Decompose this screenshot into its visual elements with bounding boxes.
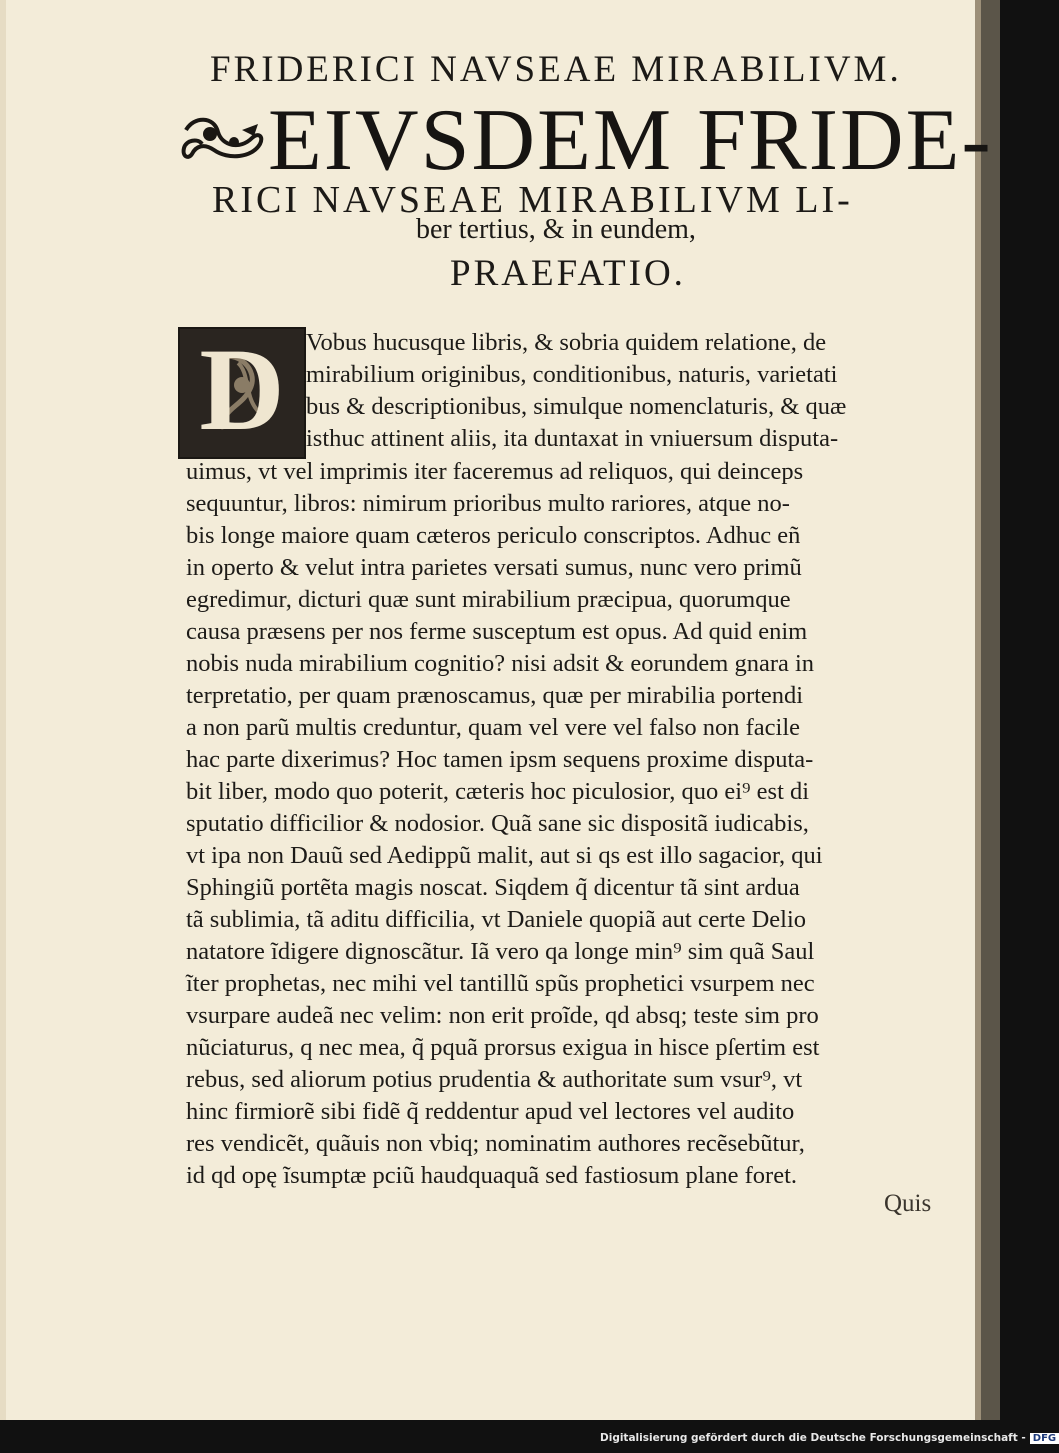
title-row [180,92,993,189]
title-continuation: RICI NAVSEAE MIRABILIVM LI- [212,179,853,221]
book-binding-edge [981,0,1000,1420]
text-line: Vobus hucusque libris, & sobria quidem relatione, de [306,329,827,356]
text-line: terpretatio, per quam prænoscamus, quæ per mirabilia portendi [186,682,804,709]
decorated-initial [178,324,306,459]
text-line: bus & descriptionibus, simulque nomenclaturis, & quæ [306,393,847,420]
text-line: Sphingiũ portẽta magis noscat. Siqdem q̃ dicentur tã sint ardua [186,874,800,901]
book-number-line: ber tertius, & in eundem, [416,214,696,245]
text-line: uimus, vt vel imprimis iter faceremus ad reliquos, qui deinceps [186,458,804,485]
running-header: FRIDERICI NAVSEAE MIRABILIVM. [210,49,902,90]
digitization-footer [600,1432,1057,1450]
catchword: Quis [884,1190,932,1217]
dfg-logo: DFG [1030,1433,1059,1444]
text-line: natatore ĩdigere dignoscãtur. Iã vero qa longe min⁹ sim quã Saul [186,938,815,965]
text-line: rebus, sed aliorum potius prudentia & authoritate sum vsur⁹, vt [186,1066,803,1093]
chapter-title: EIVSDEM FRIDE- [268,92,993,189]
text-line: res vendicẽt, quãuis non vbiq; nominatim authores recẽsebũtur, [186,1130,805,1157]
preface-heading: PRAEFATIO. [450,253,686,294]
text-line: hinc firmiorẽ sibi fidẽ q̃ reddentur apud vel lectores vel audito [186,1098,795,1125]
footer-text: Digitalisierung gefördert durch die Deutsche Forschungsgemeinschaft - [600,1432,1026,1444]
text-line: causa præsens per nos ferme susceptum est opus. Ad quid enim [186,618,808,645]
text-line: a non parũ multis creduntur, quam vel vere vel falso non facile [186,714,801,741]
text-line: in operto & velut intra parietes versati sumus, nunc vero primũ [186,554,802,581]
text-line: bis longe maiore quam cæteros periculo conscriptos. Adhuc eñ [186,522,801,549]
text-line: id qd opę ĩsumptæ pciũ haudquaquã sed fastiosum plane foret. [186,1162,798,1189]
text-line: isthuc attinent aliis, ita duntaxat in vniuersum disputa- [306,425,839,452]
initial-letter: D [199,324,285,455]
text-line: tã sublimia, tã aditu difficilia, vt Daniele quopiã aut certe Delio [186,906,807,933]
text-line: nũciaturus, q nec mea, q̃ pquã prorsus exigua in hisce pſertim est [186,1034,820,1061]
text-line: mirabilium originibus, conditionibus, naturis, varietati [306,361,838,388]
text-line: vsurpare audeã nec velim: non erit proĩde, qd absq; teste sim pro [186,1002,819,1029]
text-line: egredimur, dicturi quæ sunt mirabilium præcipua, quorumque [186,586,791,613]
text-line: ĩter prophetas, nec mihi vel tantillũ spũs prophetici vsurpem nec [186,970,815,997]
text-line: sputatio difficilior & nodosior. Quã sane sic dispositã iudicabis, [186,810,809,837]
text-line: sequuntur, libros: nimirum prioribus multo rariores, atque no- [186,490,790,517]
text-line: hac parte dixerimus? Hoc tamen ipsm sequens proxime disputa- [186,746,814,773]
text-line: nobis nuda mirabilium cognitio? nisi adsit & eorundem gnara in [186,650,815,677]
fleuron-ornament-icon [180,110,266,166]
text-line: vt ipa non Dauũ sed Aedippũ malit, aut si qs est illo sagacior, qui [186,842,823,869]
text-line: bit liber, modo quo poterit, cæteris hoc piculosior, quo ei⁹ est di [186,778,810,805]
